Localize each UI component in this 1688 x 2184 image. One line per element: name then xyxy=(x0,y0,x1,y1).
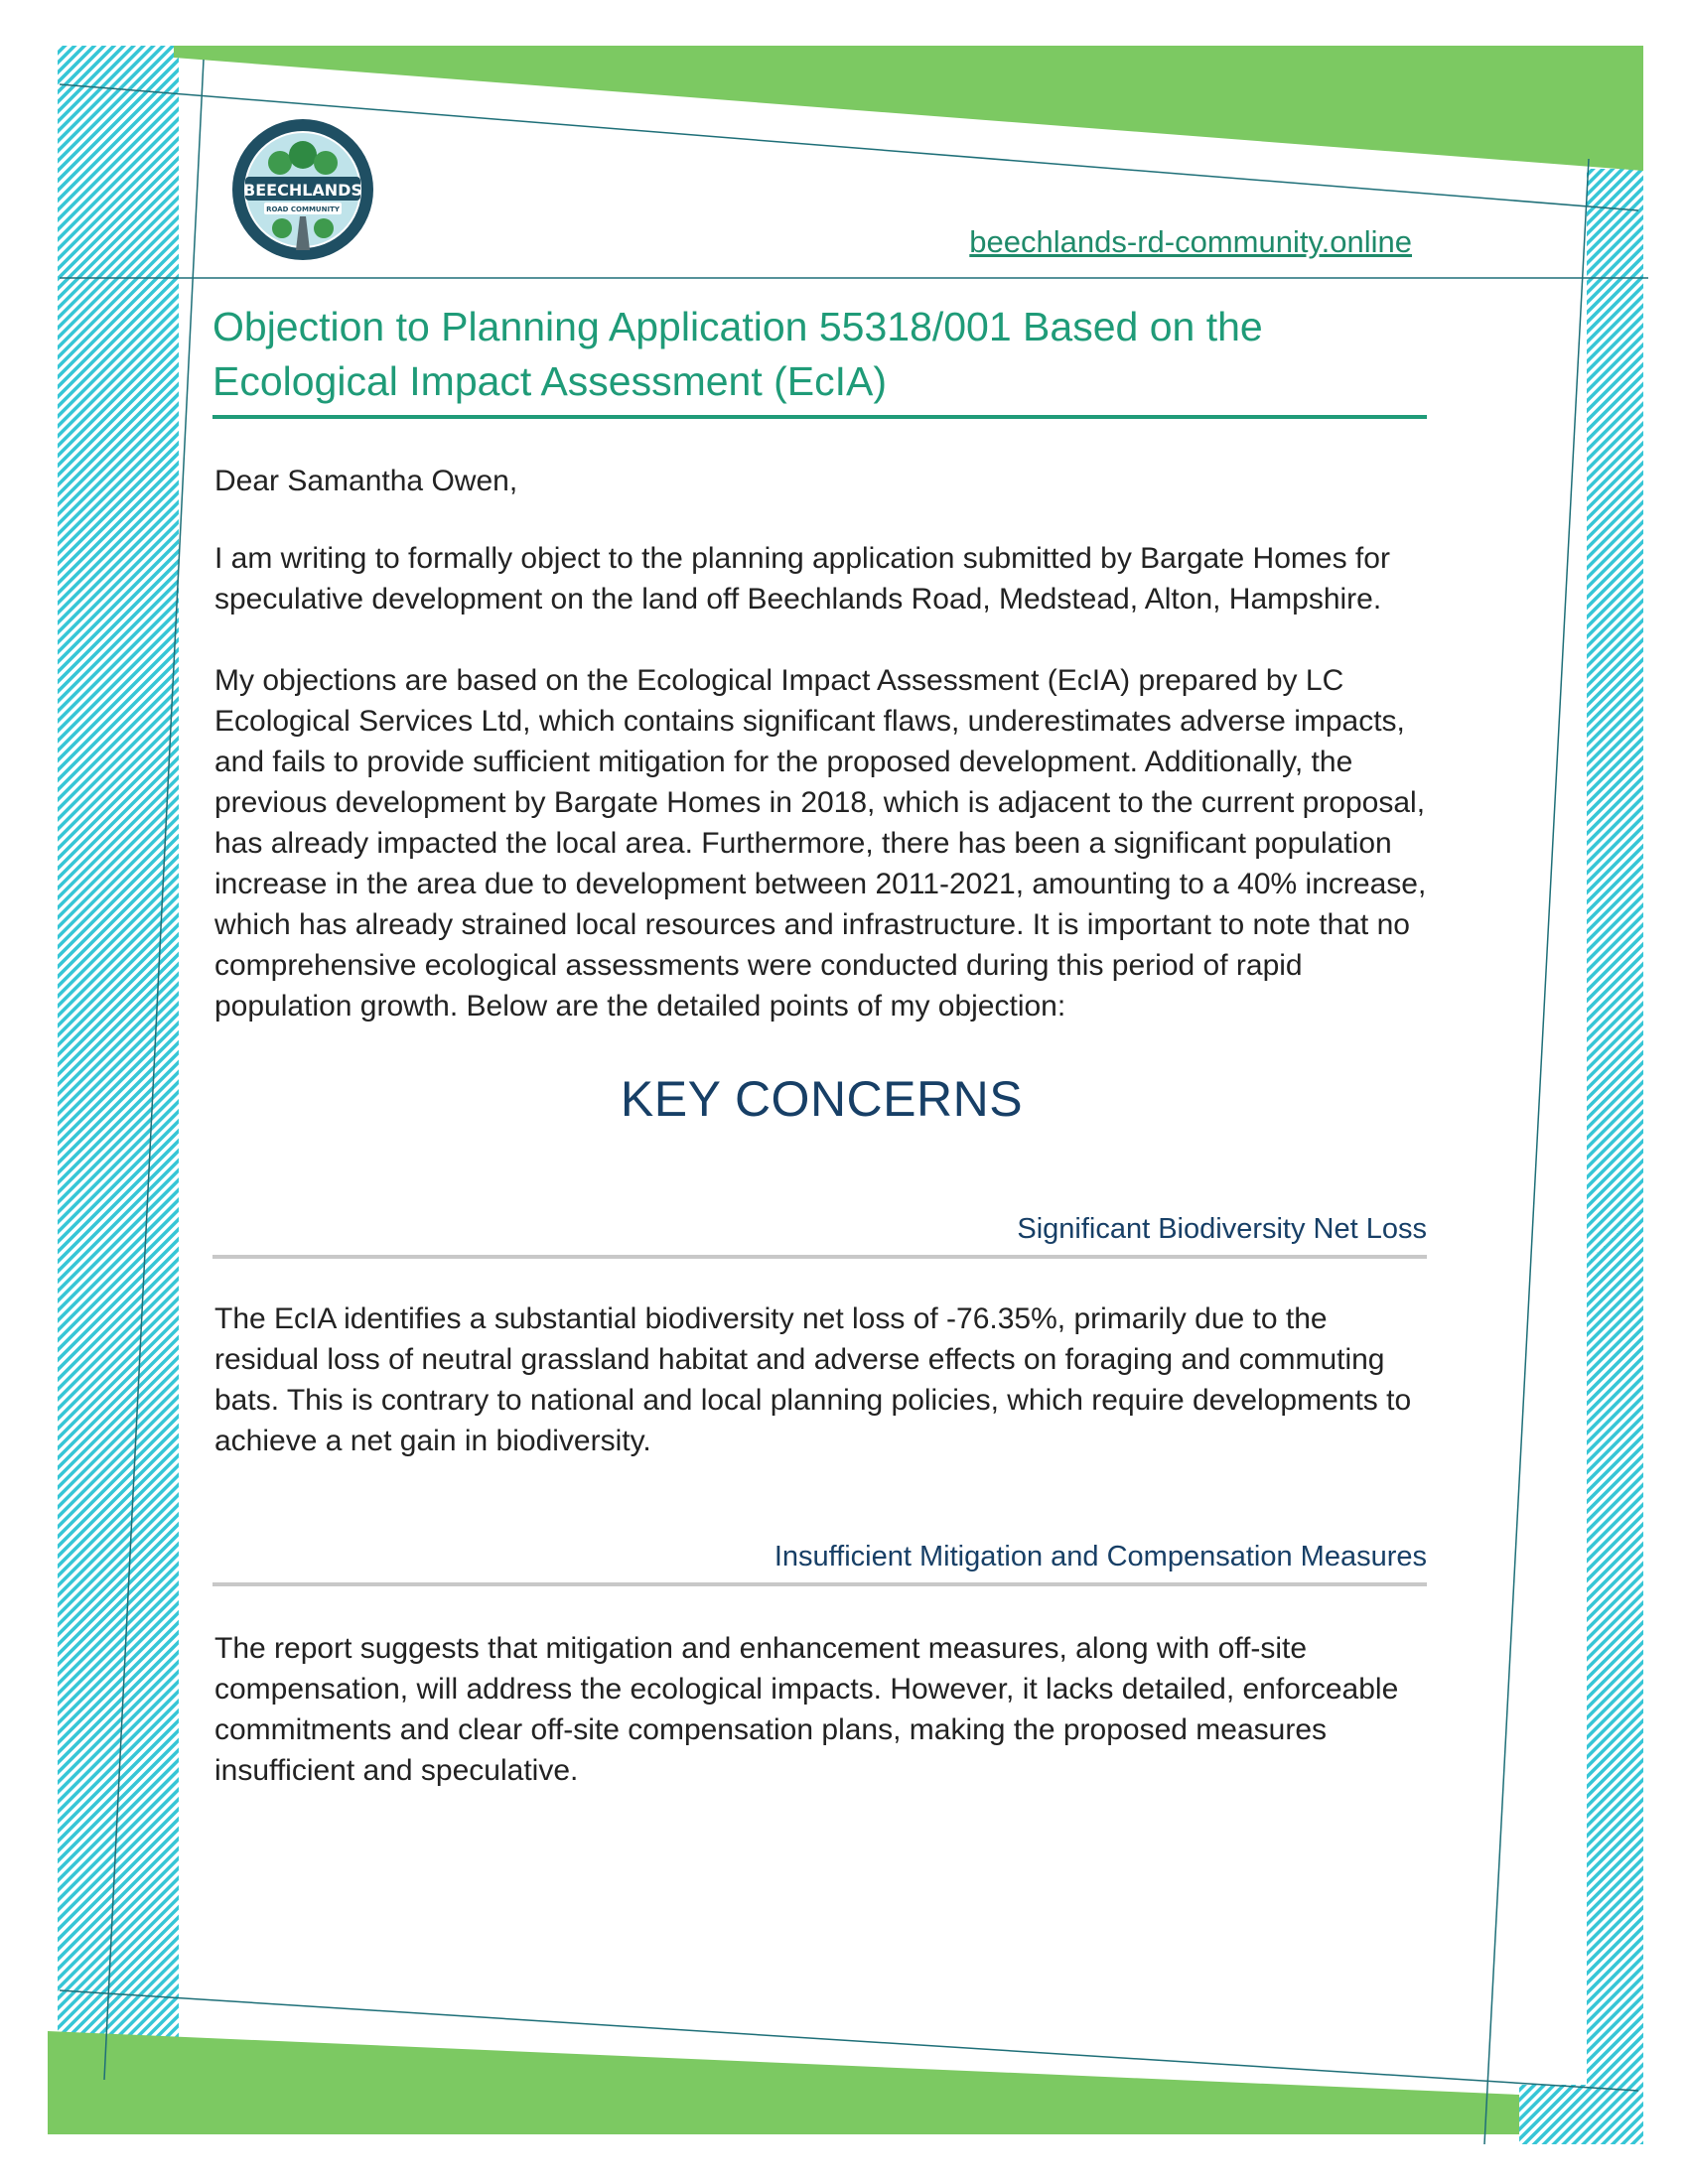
key-concerns-heading: KEY CONCERNS xyxy=(620,1071,1024,1127)
logo-wordmark: BEECHLANDS xyxy=(243,181,362,200)
objection-basis-paragraph: My objections are based on the Ecological Impact Assessment (EcIA) prepared by LC Ecological Services Ltd, which contains significant flaws, underestimates adverse impacts, and fails to provide sufficient mitigation for the proposed development. Additionally, the previous development by Bargate Homes in 2018, which is adjacent to the current proposal, has already impacted the local area. Furthermore, there has been a significant population increase in the area due to development between 2011-2021, amounting to a 40% increase, which has already strained local resources and infrastructure. It is important to note that no comprehensive ecological assessments were conducted during this period of rapid population growth. Below are the detailed points of my objection: xyxy=(214,664,1427,1023)
section-heading-mitigation: Insufficient Mitigation and Compensation Measures xyxy=(212,1537,1427,1586)
logo-subtext: ROAD COMMUNITY xyxy=(266,205,340,213)
salutation: Dear Samantha Owen, xyxy=(214,465,518,497)
right-hatch-band xyxy=(1519,169,1643,2144)
website-link[interactable]: beechlands-rd-community.online xyxy=(969,224,1412,259)
section-heading-biodiversity: Significant Biodiversity Net Loss xyxy=(212,1209,1427,1259)
page-title: Objection to Planning Application 55318/001 Based on the Ecological Impact Assessment (EcIA) xyxy=(212,300,1427,419)
left-hatch-band xyxy=(58,46,179,2045)
intro-paragraph: I am writing to formally object to the planning application submitted by Bargate Homes for speculative development on the land off Beechlands Road, Medstead, Alton, Hampshire. xyxy=(214,542,1390,615)
section-body-mitigation: The report suggests that mitigation and enhancement measures, along with off-site compensation, will address the ecological impacts. However, it lacks detailed, enforceable commitments and clear off-site compensation plans, making the proposed measures insufficient and speculative. xyxy=(214,1632,1399,1787)
beechlands-logo xyxy=(230,117,375,262)
bottom-green-wedge xyxy=(48,2031,1519,2134)
section-body-biodiversity: The EcIA identifies a substantial biodiversity net loss of -76.35%, primarily due to the residual loss of neutral grassland habitat and adverse effects on foraging and commuting bats. This is contrary to national and local planning policies, which require developments to achieve a net gain in biodiversity. xyxy=(214,1302,1412,1457)
